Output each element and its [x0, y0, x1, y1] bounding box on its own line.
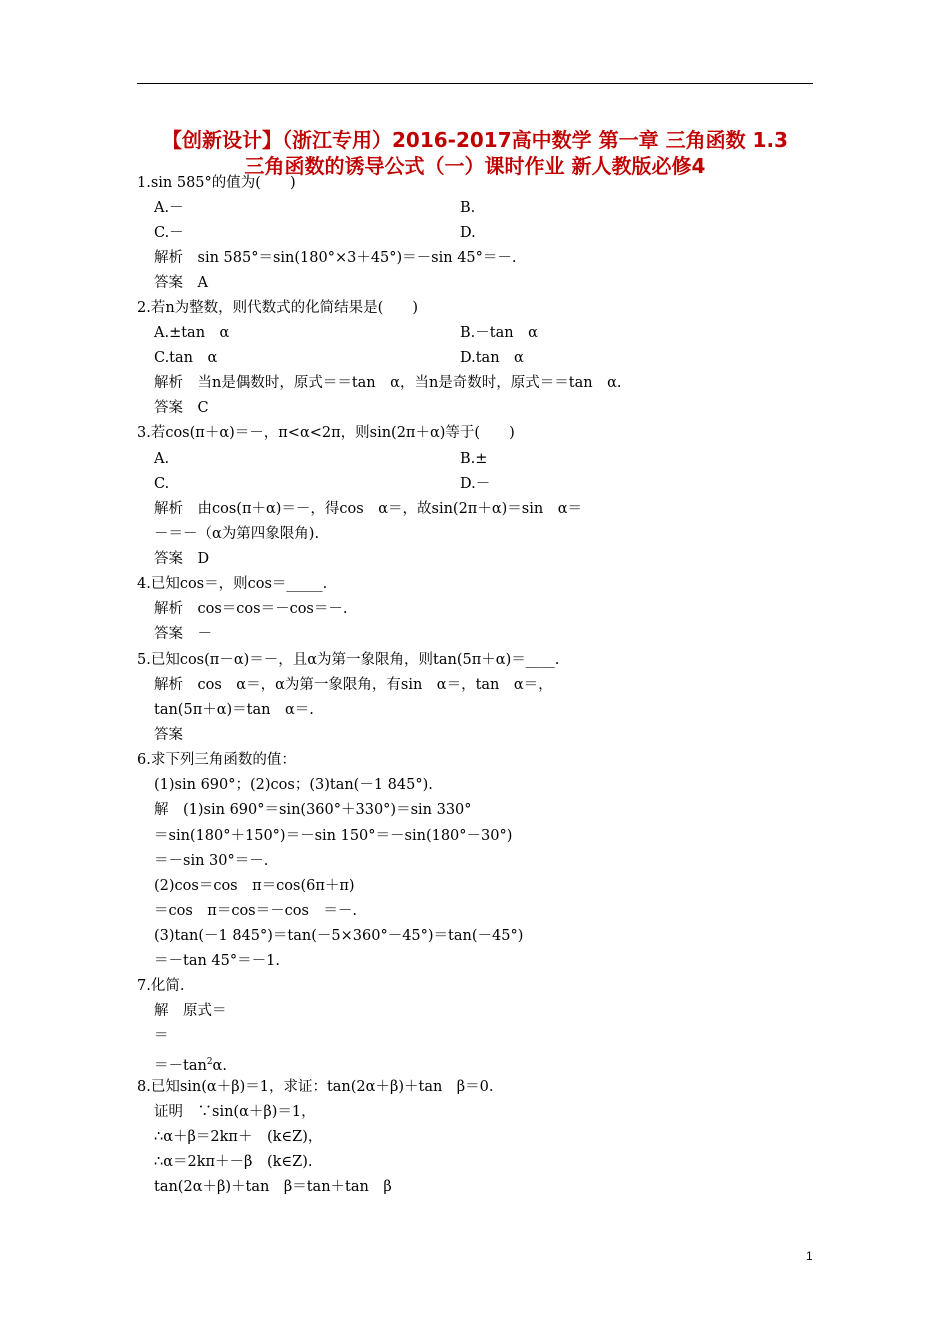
- question-5: 5.已知cos(π－α)＝－，且α为第一象限角，则tan(5π＋α)＝____.: [137, 652, 560, 668]
- q1-option-d: D.: [460, 225, 476, 241]
- q7-exponent: 2: [206, 1057, 213, 1067]
- q4-answer: 答案 －: [154, 626, 212, 642]
- q6-solution-1: 解 (1)sin 690°＝sin(360°＋330°)＝sin 330°: [154, 802, 472, 818]
- q2-analysis: 解析 当n是偶数时，原式＝＝tan α，当n是奇数时，原式＝＝tan α.: [154, 375, 622, 391]
- q1-option-b: B.: [460, 200, 476, 216]
- q2-option-a: A.±tan α: [154, 325, 230, 341]
- q3-option-a: A.: [154, 451, 170, 467]
- question-1: 1.sin 585°的值为( ): [137, 175, 296, 191]
- q5-analysis-cont: tan(5π＋α)＝tan α＝.: [154, 702, 314, 718]
- q1-analysis: 解析 sin 585°＝sin(180°×3＋45°)＝－sin 45°＝－.: [154, 250, 517, 266]
- question-2: 2.若n为整数，则代数式的化简结果是( ): [137, 300, 418, 316]
- header-rule: [137, 83, 813, 84]
- q6-solution-2: ＝sin(180°＋150°)＝－sin 150°＝－sin(180°－30°): [154, 828, 513, 844]
- document-title-line-1: 【创新设计】（浙江专用）2016-2017高中数学 第一章 三角函数 1.3: [162, 128, 788, 152]
- q7-prefix: ＝－tan: [154, 1057, 207, 1074]
- q4-analysis: 解析 cos＝cos＝－cos＝－.: [154, 601, 348, 617]
- q7-suffix: α.: [212, 1057, 227, 1074]
- question-6: 6.求下列三角函数的值：: [137, 752, 296, 768]
- q6-parts: (1)sin 690°；(2)cos；(3)tan(－1 845°).: [154, 777, 433, 793]
- q2-option-d: D.tan α: [460, 350, 524, 366]
- q3-option-d: D.－: [460, 476, 491, 492]
- question-4: 4.已知cos＝，则cos＝_____.: [137, 576, 328, 592]
- q8-proof-3: ∴α＝2kπ＋－β (k∈Z).: [154, 1154, 313, 1170]
- q3-option-b: B.±: [460, 451, 488, 467]
- q7-solution-1: 解 原式＝: [154, 1003, 227, 1019]
- q6-solution-6: (3)tan(－1 845°)＝tan(－5×360°－45°)＝tan(－45°): [154, 928, 524, 944]
- q2-option-b: B.－tan α: [460, 325, 538, 341]
- q8-proof-4: tan(2α＋β)＋tan β＝tan＋tan β: [154, 1179, 392, 1195]
- q3-answer: 答案 D: [154, 551, 210, 567]
- q3-option-c: C.: [154, 476, 170, 492]
- q5-analysis: 解析 cos α＝，α为第一象限角，有sin α＝，tan α＝，: [154, 677, 553, 693]
- q7-solution-3: [154, 1053, 227, 1075]
- q8-proof-2: ∴α＋β＝2kπ＋ (k∈Z)，: [154, 1129, 323, 1145]
- q6-solution-7: ＝－tan 45°＝－1.: [154, 953, 280, 969]
- page-number: 1: [806, 1249, 813, 1263]
- q1-option-c: C.－: [154, 225, 184, 241]
- q2-answer: 答案 C: [154, 400, 209, 416]
- q1-option-a: A.－: [154, 200, 184, 216]
- q2-option-c: C.tan α: [154, 350, 218, 366]
- q7-solution-2: ＝: [154, 1028, 169, 1044]
- question-7: 7.化简.: [137, 978, 185, 994]
- document-title-line-2: 三角函数的诱导公式（一）课时作业 新人教版必修4: [244, 154, 706, 178]
- q6-solution-4: (2)cos＝cos π＝cos(6π＋π): [154, 878, 355, 894]
- q3-analysis-cont: －＝－（α为第四象限角).: [154, 526, 320, 542]
- q5-answer: 答案: [154, 727, 183, 743]
- q3-analysis: 解析 由cos(π＋α)＝－，得cos α＝，故sin(2π＋α)＝sin α＝: [154, 501, 582, 517]
- q1-answer: 答案 A: [154, 275, 208, 291]
- q8-proof-1: 证明 ∵sin(α＋β)＝1，: [154, 1104, 316, 1120]
- question-3: 3.若cos(π＋α)＝－，π<α<2π，则sin(2π＋α)等于( ): [137, 425, 515, 441]
- q6-solution-5: ＝cos π＝cos＝－cos ＝－.: [154, 903, 358, 919]
- question-8: 8.已知sin(α＋β)＝1，求证：tan(2α＋β)＋tan β＝0.: [137, 1079, 494, 1095]
- q6-solution-3: ＝－sin 30°＝－.: [154, 853, 269, 869]
